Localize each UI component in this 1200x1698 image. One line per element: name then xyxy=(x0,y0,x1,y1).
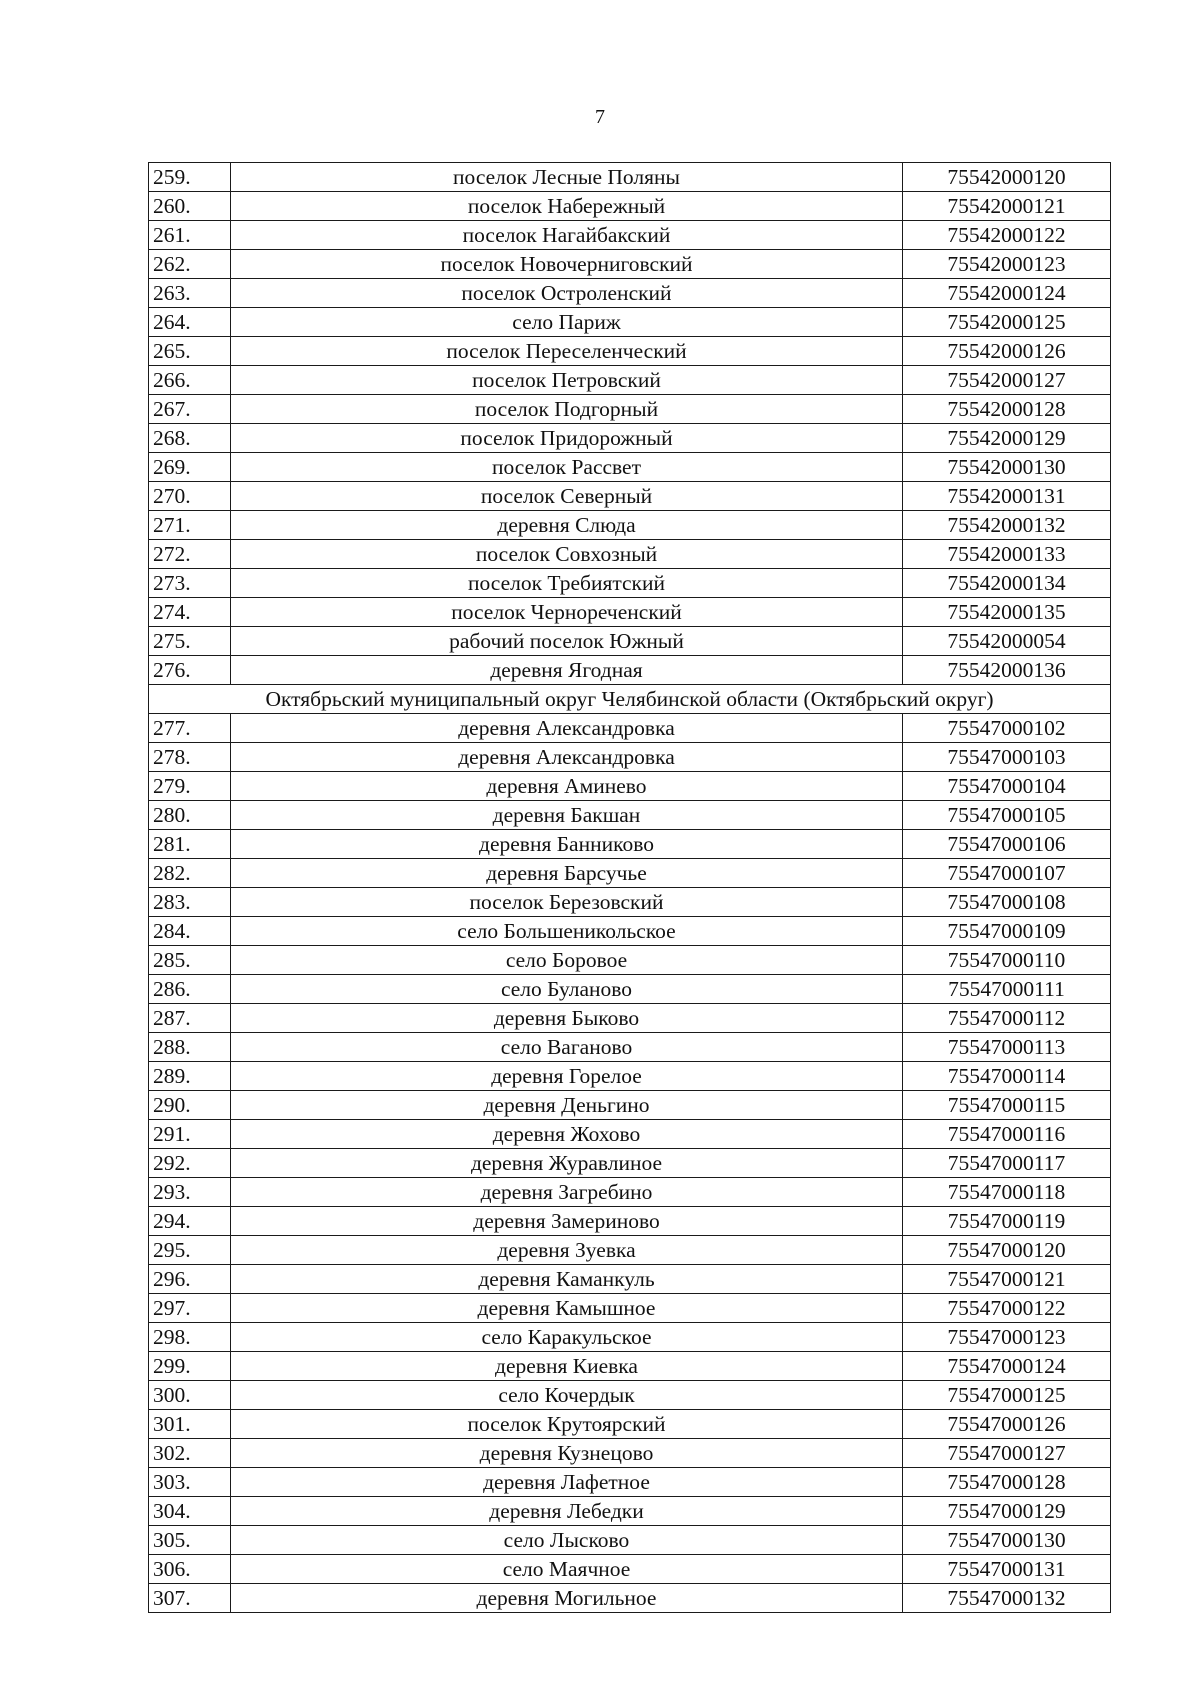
row-number: 275. xyxy=(149,627,231,656)
row-number: 291. xyxy=(149,1120,231,1149)
row-number: 260. xyxy=(149,192,231,221)
section-header-row xyxy=(149,685,1111,714)
settlement-name: село Боровое xyxy=(231,946,903,975)
row-number: 271. xyxy=(149,511,231,540)
table-row xyxy=(149,511,1111,540)
table-row xyxy=(149,1497,1111,1526)
section-title: Октябрьский муниципальный округ Челябинской области (Октябрьский округ) xyxy=(149,685,1111,714)
table-row xyxy=(149,1381,1111,1410)
row-number: 302. xyxy=(149,1439,231,1468)
table-row xyxy=(149,1526,1111,1555)
settlement-name: деревня Быково xyxy=(231,1004,903,1033)
oktmo-code: 75542000134 xyxy=(903,569,1111,598)
settlement-name: деревня Зуевка xyxy=(231,1236,903,1265)
oktmo-code: 75547000121 xyxy=(903,1265,1111,1294)
settlement-name: поселок Чернореченский xyxy=(231,598,903,627)
oktmo-code: 75547000106 xyxy=(903,830,1111,859)
row-number: 279. xyxy=(149,772,231,801)
oktmo-code: 75547000126 xyxy=(903,1410,1111,1439)
oktmo-code: 75547000105 xyxy=(903,801,1111,830)
settlement-name: поселок Подгорный xyxy=(231,395,903,424)
row-number: 277. xyxy=(149,714,231,743)
settlement-name: деревня Лебедки xyxy=(231,1497,903,1526)
oktmo-code: 75542000120 xyxy=(903,163,1111,192)
settlement-name: деревня Ягодная xyxy=(231,656,903,685)
settlements-table xyxy=(148,162,1111,1613)
row-number: 265. xyxy=(149,337,231,366)
settlement-name: деревня Горелое xyxy=(231,1062,903,1091)
row-number: 296. xyxy=(149,1265,231,1294)
row-number: 285. xyxy=(149,946,231,975)
row-number: 278. xyxy=(149,743,231,772)
settlement-name: деревня Могильное xyxy=(231,1584,903,1613)
row-number: 303. xyxy=(149,1468,231,1497)
row-number: 290. xyxy=(149,1091,231,1120)
oktmo-code: 75547000129 xyxy=(903,1497,1111,1526)
oktmo-code: 75547000118 xyxy=(903,1178,1111,1207)
settlement-name: поселок Березовский xyxy=(231,888,903,917)
oktmo-code: 75547000127 xyxy=(903,1439,1111,1468)
oktmo-code: 75542000136 xyxy=(903,656,1111,685)
oktmo-code: 75547000131 xyxy=(903,1555,1111,1584)
oktmo-code: 75547000124 xyxy=(903,1352,1111,1381)
oktmo-code: 75547000102 xyxy=(903,714,1111,743)
row-number: 298. xyxy=(149,1323,231,1352)
table-row xyxy=(149,569,1111,598)
row-number: 293. xyxy=(149,1178,231,1207)
row-number: 288. xyxy=(149,1033,231,1062)
row-number: 299. xyxy=(149,1352,231,1381)
oktmo-code: 75542000123 xyxy=(903,250,1111,279)
settlement-name: село Большеникольское xyxy=(231,917,903,946)
table-row xyxy=(149,1207,1111,1236)
row-number: 266. xyxy=(149,366,231,395)
table-row xyxy=(149,540,1111,569)
table-row xyxy=(149,1178,1111,1207)
table-row xyxy=(149,192,1111,221)
table-row xyxy=(149,888,1111,917)
settlement-name: поселок Остроленский xyxy=(231,279,903,308)
table-row xyxy=(149,1149,1111,1178)
table-row xyxy=(149,627,1111,656)
table-row xyxy=(149,830,1111,859)
settlement-name: поселок Лесные Поляны xyxy=(231,163,903,192)
table-row xyxy=(149,801,1111,830)
table-row xyxy=(149,453,1111,482)
row-number: 270. xyxy=(149,482,231,511)
settlement-name: деревня Журавлиное xyxy=(231,1149,903,1178)
table-row xyxy=(149,1236,1111,1265)
table-row xyxy=(149,250,1111,279)
table-row xyxy=(149,1323,1111,1352)
settlement-name: деревня Слюда xyxy=(231,511,903,540)
table-row xyxy=(149,656,1111,685)
row-number: 281. xyxy=(149,830,231,859)
oktmo-code: 75547000117 xyxy=(903,1149,1111,1178)
table-row xyxy=(149,366,1111,395)
row-number: 305. xyxy=(149,1526,231,1555)
row-number: 297. xyxy=(149,1294,231,1323)
oktmo-code: 75547000125 xyxy=(903,1381,1111,1410)
table-row xyxy=(149,743,1111,772)
table-row xyxy=(149,1004,1111,1033)
oktmo-code: 75547000119 xyxy=(903,1207,1111,1236)
table-row xyxy=(149,163,1111,192)
settlement-name: деревня Замериново xyxy=(231,1207,903,1236)
table-row xyxy=(149,1091,1111,1120)
oktmo-code: 75547000104 xyxy=(903,772,1111,801)
row-number: 292. xyxy=(149,1149,231,1178)
settlement-name: поселок Нагайбакский xyxy=(231,221,903,250)
oktmo-code: 75542000135 xyxy=(903,598,1111,627)
settlement-name: поселок Требиятский xyxy=(231,569,903,598)
oktmo-code: 75542000127 xyxy=(903,366,1111,395)
row-number: 304. xyxy=(149,1497,231,1526)
table-row xyxy=(149,917,1111,946)
table-row xyxy=(149,1468,1111,1497)
row-number: 294. xyxy=(149,1207,231,1236)
oktmo-code: 75547000122 xyxy=(903,1294,1111,1323)
settlement-name: поселок Набережный xyxy=(231,192,903,221)
settlement-name: деревня Банниково xyxy=(231,830,903,859)
table-row xyxy=(149,279,1111,308)
table-row xyxy=(149,221,1111,250)
table-row xyxy=(149,1120,1111,1149)
row-number: 274. xyxy=(149,598,231,627)
settlement-name: деревня Жохово xyxy=(231,1120,903,1149)
oktmo-code: 75542000133 xyxy=(903,540,1111,569)
settlement-name: деревня Деньгино xyxy=(231,1091,903,1120)
settlement-name: деревня Камышное xyxy=(231,1294,903,1323)
settlement-name: поселок Переселенческий xyxy=(231,337,903,366)
row-number: 261. xyxy=(149,221,231,250)
settlement-name: село Ваганово xyxy=(231,1033,903,1062)
oktmo-code: 75547000132 xyxy=(903,1584,1111,1613)
settlement-name: поселок Новочерниговский xyxy=(231,250,903,279)
row-number: 301. xyxy=(149,1410,231,1439)
oktmo-code: 75547000112 xyxy=(903,1004,1111,1033)
row-number: 273. xyxy=(149,569,231,598)
oktmo-code: 75542000121 xyxy=(903,192,1111,221)
oktmo-code: 75542000128 xyxy=(903,395,1111,424)
oktmo-code: 75547000110 xyxy=(903,946,1111,975)
settlement-name: деревня Каманкуль xyxy=(231,1265,903,1294)
oktmo-code: 75547000107 xyxy=(903,859,1111,888)
oktmo-code: 75547000109 xyxy=(903,917,1111,946)
settlement-name: село Лысково xyxy=(231,1526,903,1555)
row-number: 289. xyxy=(149,1062,231,1091)
row-number: 272. xyxy=(149,540,231,569)
settlement-name: село Каракульское xyxy=(231,1323,903,1352)
table-row xyxy=(149,482,1111,511)
oktmo-code: 75542000122 xyxy=(903,221,1111,250)
row-number: 264. xyxy=(149,308,231,337)
oktmo-code: 75542000130 xyxy=(903,453,1111,482)
settlement-name: поселок Придорожный xyxy=(231,424,903,453)
table-row xyxy=(149,308,1111,337)
row-number: 282. xyxy=(149,859,231,888)
table-row xyxy=(149,1439,1111,1468)
table-row xyxy=(149,1294,1111,1323)
oktmo-code: 75542000132 xyxy=(903,511,1111,540)
row-number: 286. xyxy=(149,975,231,1004)
row-number: 259. xyxy=(149,163,231,192)
settlement-name: село Кочердык xyxy=(231,1381,903,1410)
oktmo-code: 75547000111 xyxy=(903,975,1111,1004)
table-row xyxy=(149,1555,1111,1584)
row-number: 262. xyxy=(149,250,231,279)
oktmo-code: 75542000124 xyxy=(903,279,1111,308)
settlement-name: поселок Совхозный xyxy=(231,540,903,569)
row-number: 300. xyxy=(149,1381,231,1410)
row-number: 268. xyxy=(149,424,231,453)
oktmo-code: 75547000108 xyxy=(903,888,1111,917)
oktmo-code: 75547000114 xyxy=(903,1062,1111,1091)
row-number: 295. xyxy=(149,1236,231,1265)
table-row xyxy=(149,395,1111,424)
row-number: 307. xyxy=(149,1584,231,1613)
settlement-name: деревня Барсучье xyxy=(231,859,903,888)
settlement-name: поселок Крутоярский xyxy=(231,1410,903,1439)
oktmo-code: 75547000103 xyxy=(903,743,1111,772)
table-row xyxy=(149,946,1111,975)
row-number: 280. xyxy=(149,801,231,830)
row-number: 269. xyxy=(149,453,231,482)
oktmo-code: 75547000120 xyxy=(903,1236,1111,1265)
oktmo-code: 75542000125 xyxy=(903,308,1111,337)
table-row xyxy=(149,1033,1111,1062)
oktmo-code: 75547000115 xyxy=(903,1091,1111,1120)
oktmo-code: 75547000116 xyxy=(903,1120,1111,1149)
settlement-name: деревня Александровка xyxy=(231,743,903,772)
oktmo-code: 75547000130 xyxy=(903,1526,1111,1555)
row-number: 306. xyxy=(149,1555,231,1584)
table-row xyxy=(149,424,1111,453)
settlement-name: поселок Петровский xyxy=(231,366,903,395)
oktmo-code: 75542000131 xyxy=(903,482,1111,511)
settlement-name: поселок Северный xyxy=(231,482,903,511)
settlement-name: деревня Кузнецово xyxy=(231,1439,903,1468)
oktmo-code: 75542000129 xyxy=(903,424,1111,453)
row-number: 276. xyxy=(149,656,231,685)
settlement-name: деревня Киевка xyxy=(231,1352,903,1381)
row-number: 263. xyxy=(149,279,231,308)
settlement-name: рабочий поселок Южный xyxy=(231,627,903,656)
settlement-name: деревня Бакшан xyxy=(231,801,903,830)
table-row xyxy=(149,714,1111,743)
oktmo-code: 75547000123 xyxy=(903,1323,1111,1352)
settlement-name: село Париж xyxy=(231,308,903,337)
page-number: 7 xyxy=(595,106,605,128)
table-row xyxy=(149,1584,1111,1613)
table-row xyxy=(149,598,1111,627)
table-row xyxy=(149,337,1111,366)
row-number: 267. xyxy=(149,395,231,424)
settlement-name: село Буланово xyxy=(231,975,903,1004)
oktmo-code: 75542000054 xyxy=(903,627,1111,656)
settlement-name: деревня Аминево xyxy=(231,772,903,801)
row-number: 287. xyxy=(149,1004,231,1033)
oktmo-code: 75547000113 xyxy=(903,1033,1111,1062)
row-number: 283. xyxy=(149,888,231,917)
table-row xyxy=(149,1265,1111,1294)
oktmo-code: 75542000126 xyxy=(903,337,1111,366)
settlement-name: село Маячное xyxy=(231,1555,903,1584)
table-row xyxy=(149,859,1111,888)
table-row xyxy=(149,772,1111,801)
table-row xyxy=(149,1410,1111,1439)
row-number: 284. xyxy=(149,917,231,946)
oktmo-code: 75547000128 xyxy=(903,1468,1111,1497)
settlement-name: деревня Александровка xyxy=(231,714,903,743)
settlement-name: поселок Рассвет xyxy=(231,453,903,482)
table-row xyxy=(149,1352,1111,1381)
table-row xyxy=(149,1062,1111,1091)
table-body xyxy=(149,163,1111,1613)
settlement-name: деревня Загребино xyxy=(231,1178,903,1207)
settlement-name: деревня Лафетное xyxy=(231,1468,903,1497)
table-row xyxy=(149,975,1111,1004)
